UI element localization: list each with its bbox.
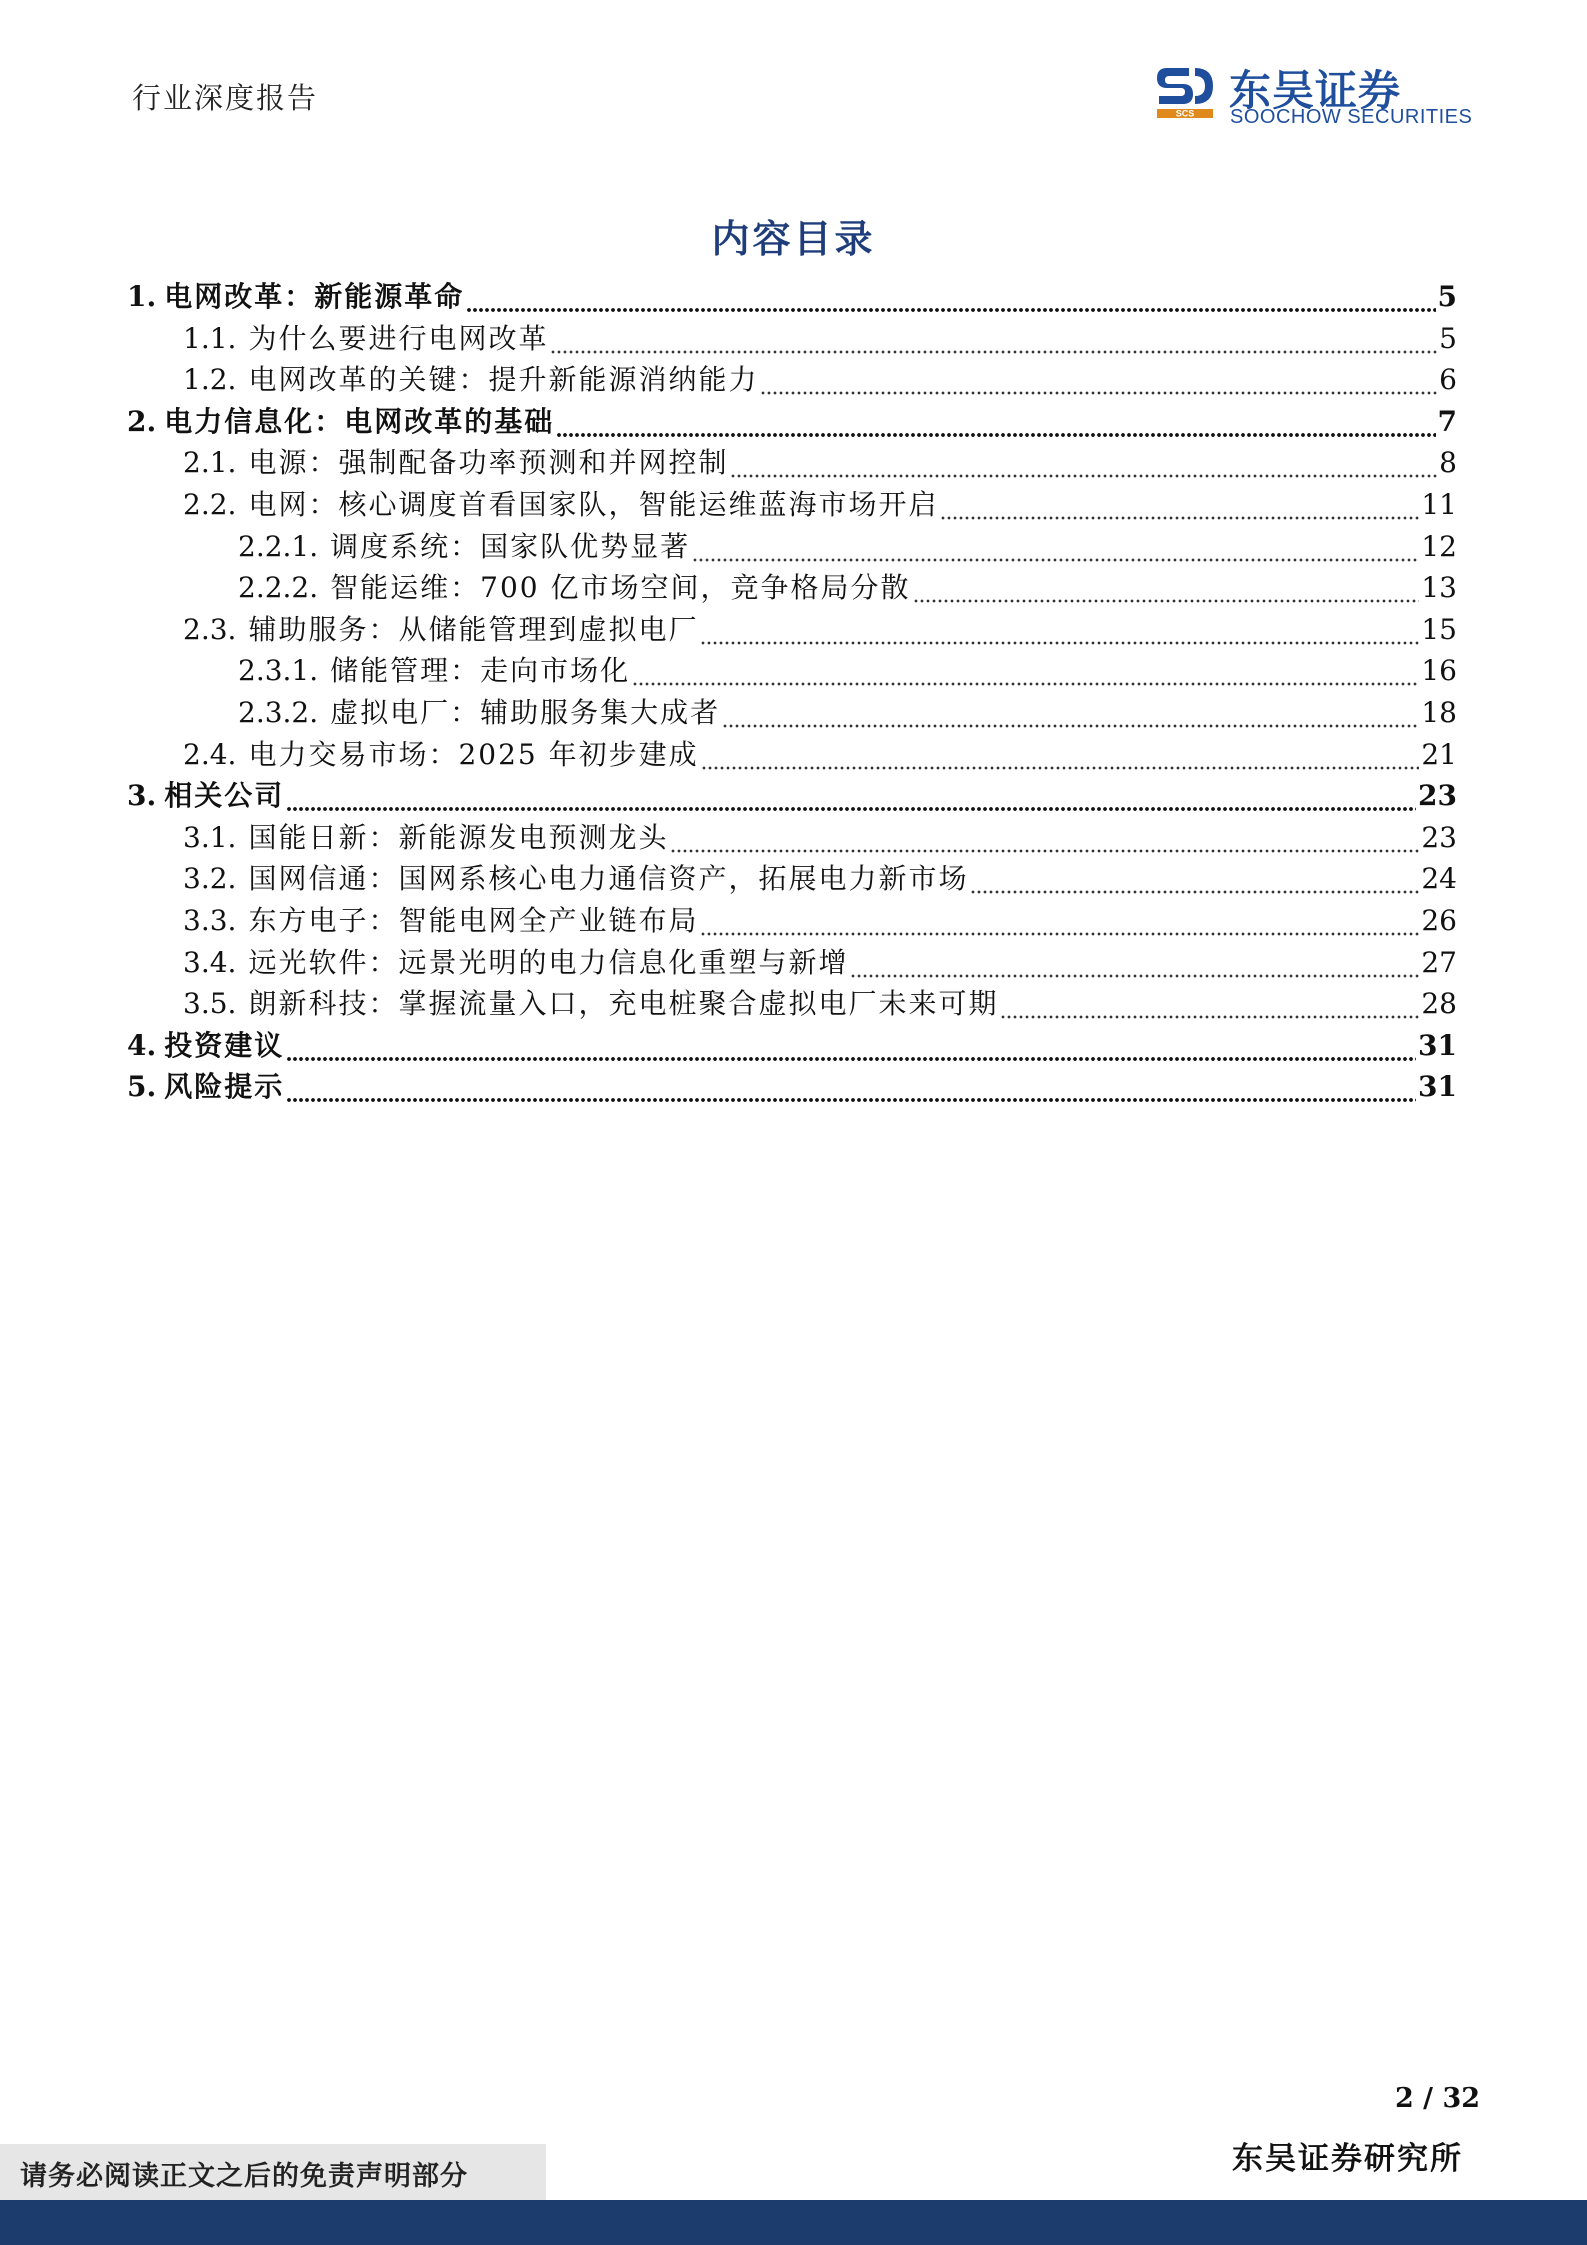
toc-entry[interactable]	[183, 900, 1457, 942]
toc-entry-title: 辅助服务：从储能管理到虚拟电厂	[248, 613, 699, 646]
toc-entry[interactable]	[183, 858, 1457, 900]
logo-cn-name: 东吴证券	[1229, 66, 1402, 115]
toc-entry-title: 投资建议	[164, 1029, 285, 1062]
toc-entry-number: 3.4.	[183, 946, 237, 979]
toc-entry[interactable]	[238, 526, 1457, 568]
toc-entry-page: 26	[1421, 904, 1457, 937]
toc-dot-leader	[913, 567, 1420, 609]
toc-entry-title: 智能运维：700 亿市场空间，竞争格局分散	[330, 571, 911, 604]
toc-entry-number: 2.3.1.	[238, 654, 319, 687]
toc-dot-leader	[632, 650, 1419, 692]
toc-entry-number: 2.	[127, 405, 157, 438]
disclaimer-box	[0, 2144, 546, 2200]
toc-entry-page: 15	[1421, 613, 1457, 646]
toc-dot-leader	[692, 526, 1419, 568]
toc-entry-number: 3.	[127, 779, 157, 812]
toc-entry-number: 2.2.1.	[238, 530, 319, 563]
toc-entry-title: 储能管理：走向市场化	[330, 654, 631, 687]
toc-entry[interactable]	[127, 1066, 1457, 1108]
toc-dot-leader	[550, 318, 1437, 360]
toc-entry-number: 3.1.	[183, 821, 237, 854]
toc-entry-page: 31	[1418, 1029, 1457, 1062]
toc-dot-leader	[556, 401, 1435, 443]
toc-entry-page: 13	[1421, 571, 1457, 604]
toc-entry-number: 2.2.	[183, 488, 237, 521]
toc-entry-number: 1.	[127, 280, 157, 313]
toc-entry-page: 18	[1421, 696, 1457, 729]
toc-entry-page: 23	[1418, 779, 1457, 812]
toc-entry[interactable]	[127, 1025, 1457, 1067]
toc-entry[interactable]	[238, 650, 1457, 692]
page-indicator: 2 / 32	[1395, 2083, 1481, 2114]
toc-entry[interactable]	[183, 817, 1457, 859]
toc-dot-leader	[1000, 983, 1419, 1025]
toc-entry[interactable]	[183, 484, 1457, 526]
toc-dot-leader	[760, 359, 1437, 401]
toc-entry-page: 12	[1421, 530, 1457, 563]
toc-entry[interactable]	[127, 775, 1457, 817]
toc-dot-leader	[940, 484, 1419, 526]
toc-entry-page: 5	[1437, 280, 1457, 313]
toc-entry[interactable]	[127, 276, 1457, 318]
toc-entry[interactable]	[183, 609, 1457, 651]
toc-dot-leader	[286, 1066, 1416, 1108]
toc-dot-leader	[730, 442, 1437, 484]
toc-dot-leader	[700, 900, 1419, 942]
toc-entry[interactable]	[183, 983, 1457, 1025]
toc-entry-number: 2.4.	[183, 738, 237, 771]
toc-entry-page: 31	[1418, 1070, 1457, 1103]
company-logo	[1155, 58, 1475, 130]
toc-entry-page: 7	[1437, 405, 1457, 438]
toc-entry-number: 5.	[127, 1070, 157, 1103]
toc-entry-page: 11	[1421, 488, 1457, 521]
toc-entry-title: 朗新科技：掌握流量入口，充电桩聚合虚拟电厂未来可期	[248, 987, 999, 1020]
report-type-label: 行业深度报告	[132, 81, 319, 115]
toc-entry-title: 相关公司	[164, 779, 285, 812]
toc-dot-leader	[701, 734, 1420, 776]
footer-bar	[0, 2200, 1587, 2245]
toc-entry-number: 2.1.	[183, 446, 237, 479]
toc-entry-page: 23	[1421, 821, 1457, 854]
toc-entry-number: 1.1.	[183, 322, 237, 355]
toc-entry-title: 电源：强制配备功率预测和并网控制	[248, 446, 729, 479]
toc-entry-title: 为什么要进行电网改革	[248, 322, 549, 355]
toc-entry[interactable]	[183, 942, 1457, 984]
toc-entry-number: 4.	[127, 1029, 157, 1062]
toc-entry-title: 电力信息化：电网改革的基础	[164, 405, 555, 438]
institute-name: 东吴证券研究所	[1232, 2141, 1463, 2177]
toc-entry-number: 2.3.	[183, 613, 237, 646]
toc-entry-title: 东方电子：智能电网全产业链布局	[248, 904, 699, 937]
toc-dot-leader	[722, 692, 1419, 734]
toc-entry-title: 调度系统：国家队优势显著	[330, 530, 691, 563]
toc-entry[interactable]	[183, 359, 1457, 401]
toc-entry-page: 16	[1421, 654, 1457, 687]
disclaimer-text: 请务必阅读正文之后的免责声明部分	[20, 2161, 468, 2192]
toc-entry-number: 3.5.	[183, 987, 237, 1020]
toc-entry-page: 5	[1439, 322, 1457, 355]
logo-en-name: SOOCHOW SECURITIES	[1230, 106, 1473, 128]
toc-entry-page: 8	[1439, 446, 1457, 479]
toc-entry[interactable]	[238, 692, 1457, 734]
toc-entry-page: 6	[1439, 363, 1457, 396]
toc-entry-title: 风险提示	[164, 1070, 285, 1103]
toc-entry-title: 电网：核心调度首看国家队，智能运维蓝海市场开启	[248, 488, 939, 521]
toc-entry[interactable]	[183, 318, 1457, 360]
toc-dot-leader	[286, 775, 1416, 817]
toc-entry-title: 电网改革：新能源革命	[164, 280, 465, 313]
toc-entry-number: 3.2.	[183, 862, 237, 895]
toc-dot-leader	[286, 1025, 1416, 1067]
toc-entry-number: 3.3.	[183, 904, 237, 937]
toc-entry-title: 远光软件：远景光明的电力信息化重塑与新增	[248, 946, 849, 979]
toc-entry-page: 27	[1421, 946, 1457, 979]
toc-entry-page: 28	[1421, 987, 1457, 1020]
toc-entry-number: 1.2.	[183, 363, 237, 396]
toc-entry-number: 2.2.2.	[238, 571, 319, 604]
toc-entry[interactable]	[127, 401, 1457, 443]
toc-entry-title: 虚拟电厂：辅助服务集大成者	[330, 696, 721, 729]
toc-entry-title: 国能日新：新能源发电预测龙头	[248, 821, 669, 854]
toc-entry[interactable]	[183, 734, 1457, 776]
toc-dot-leader	[670, 817, 1419, 859]
scs-logo-icon	[1155, 58, 1217, 120]
toc-dot-leader	[970, 858, 1419, 900]
logo-mark-text: SCS	[1175, 108, 1195, 119]
toc-entry-title: 电网改革的关键：提升新能源消纳能力	[248, 363, 759, 396]
toc-entry[interactable]	[238, 567, 1457, 609]
toc-dot-leader	[700, 609, 1419, 651]
toc-dot-leader	[466, 276, 1435, 318]
toc-entry-page: 21	[1421, 738, 1457, 771]
toc-title: 内容目录	[711, 216, 876, 261]
toc-entry-number: 2.3.2.	[238, 696, 319, 729]
toc-entry-title: 电力交易市场：2025 年初步建成	[248, 738, 699, 771]
toc-entry[interactable]	[183, 442, 1457, 484]
toc-entry-page: 24	[1421, 862, 1457, 895]
toc-entry-title: 国网信通：国网系核心电力通信资产，拓展电力新市场	[248, 862, 969, 895]
toc-dot-leader	[850, 942, 1419, 984]
